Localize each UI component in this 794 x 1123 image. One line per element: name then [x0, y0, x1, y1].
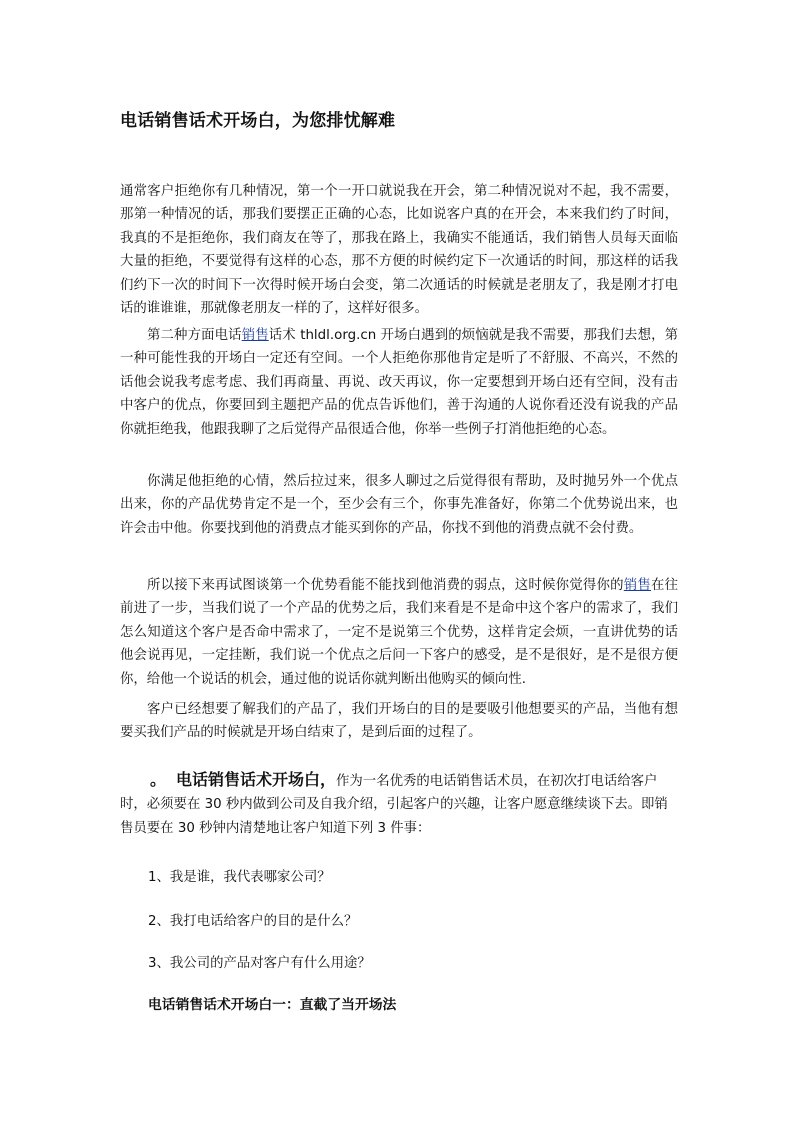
sales-link-2[interactable]: 销售 — [623, 578, 651, 593]
section-text: 作为一名优秀的电话销售话术员，在初次打电话给客户时，必须要在 30 秒内做到公司及自我介绍，引起客户的兴趣，让客户愿意继续谈下去。即销售员要在 30 秒钟内清楚地让客户知道下列 3 件事： — [120, 774, 668, 836]
paragraph-2 — [120, 324, 678, 441]
sales-link[interactable]: 销售 — [241, 328, 269, 343]
paragraph-4 — [120, 574, 678, 691]
list-item: 3、我公司的产品对客户有什么用途？ — [148, 956, 371, 971]
section-title: 电话销售话术开场白， — [176, 770, 337, 789]
paragraph-2-text-a: 第二种方面电话 — [147, 328, 242, 343]
paragraph-5: 客户已经想要了解我们的产品了，我们开场白的目的是要吸引他想要买的产品，当他有想要买我们产品的时候就是开场白结束了，是到后面的过程了。 — [120, 702, 678, 741]
paragraph-4-text-a: 所以接下来再试图谈第一个优势看能不能找到他消费的弱点，这时候你觉得你的 — [147, 578, 624, 593]
subheading: 电话销售话术开场白一：直截了当开场法 — [148, 997, 397, 1013]
paragraph-3: 你满足他拒绝的心情，然后拉过来，很多人聊过之后觉得很有帮助，及时抛另外一个优点出来，你的产品优势肯定不是一个，至少会有三个，你事先准备好，你第二个优势说出来，也许会击中他。你要找到他的消费点才能买到你的产品，你找不到他的消费点就不会付费。 — [120, 474, 678, 536]
paragraph-4-text-b: 在往前进了一步，当我们说了一个产品的优势之后，我们来看是不是命中这个客户的需求了，我们怎么知道这个客户是否命中需求了，一定不是说第三个优势，这样肯定会烦，一直讲优势的话他会说再见，一定挂断，我们说一个优点之后问一下客户的感受，是不是很好，是不是很方便你，给他一个说话的机会，通过他的说话你就判断出他购买的倾向性. — [120, 578, 679, 687]
paragraph-1: 通常客户拒绝你有几种情况，第一个一开口就说我在开会，第二种情况说对不起，我不需要，那第一种情况的话，那我们要摆正正确的心态，比如说客户真的在开会，本来我们约了时间，我真的不是拒绝你，我们商友在等了，那我在路上，我确实不能通话，我们销售人员每天面临大量的拒绝，不要觉得有这样的心态，那不方便的时候约定下一次通话的时间，那这样的话我们约下一次的时间下一次得时候开场白会变，第二次通话的时候就是老朋友了，我是刚才打电话的谁谁谁，那就像老朋友一样的了，这样好很多。 — [120, 184, 678, 317]
list-item: 1、我是谁，我代表哪家公司？ — [148, 870, 331, 885]
paragraph-2-text-b: 话术 thldl.org.cn 开场白遇到的烦恼就是我不需要，那我们去想，第一种可能性我的开场白一定还有空间。一个人拒绝你那他肯定是听了不舒服、不高兴，不然的话他会说我考虑考虑、我们再商量、再说、改天再议，你一定要想到开场白还有空间，没有击中客户的优点，你要回到主题把产品的优点告诉他们，善于沟通的人说你看还没有说我的产品你就拒绝我，他跟我聊了之后觉得产品很适合他，你举一些例子打消他拒绝的心态。 — [120, 328, 679, 437]
section-bullet: 。 — [150, 770, 167, 789]
list-item: 2、我打电话给客户的目的是什么？ — [148, 914, 358, 929]
document-title: 电话销售话术开场白，为您排忧解难 — [120, 111, 396, 131]
section-intro — [120, 768, 678, 840]
